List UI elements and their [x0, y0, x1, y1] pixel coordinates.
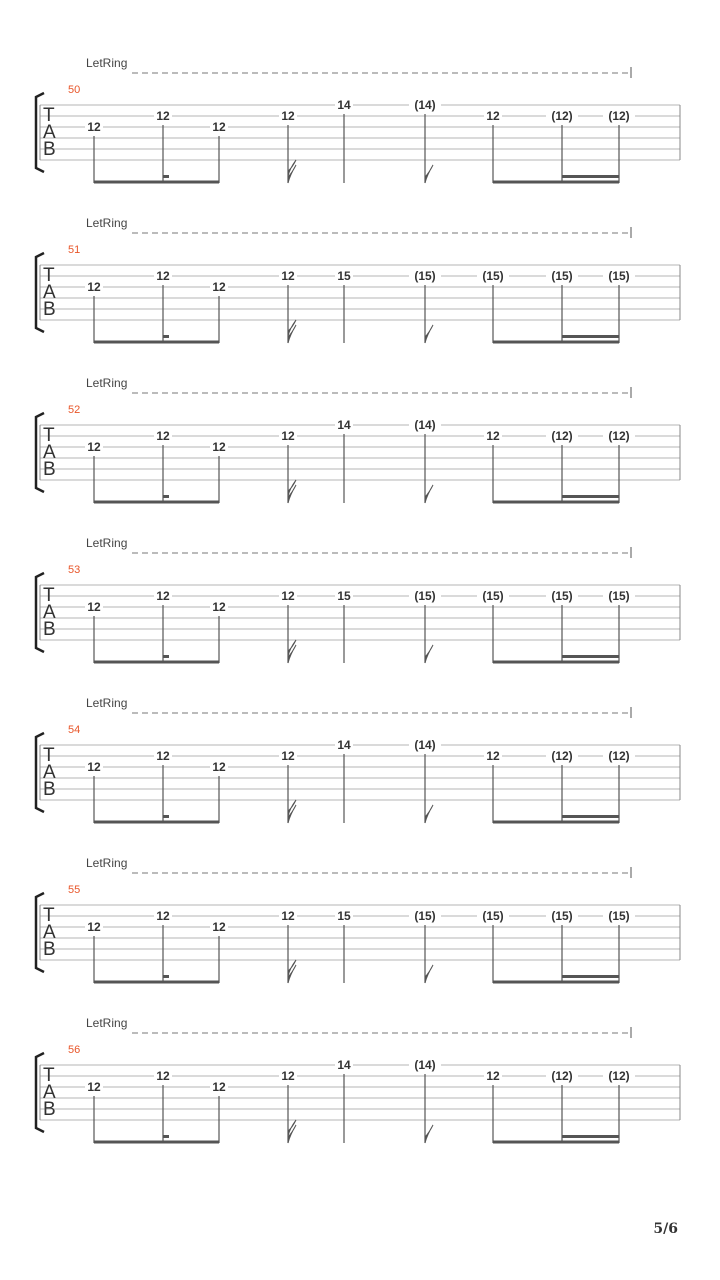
beam [94, 501, 219, 504]
tab-system-52 [36, 376, 680, 504]
tab-note: (12) [551, 749, 573, 763]
secondary-beam-stub [163, 175, 169, 178]
tab-note: 12 [87, 440, 101, 454]
beam [94, 181, 219, 184]
tab-note: 12 [87, 760, 101, 774]
tab-note: 12 [212, 600, 226, 614]
tab-note: 14 [337, 738, 351, 752]
tab-note: (12) [608, 429, 630, 443]
tab-note: 12 [156, 749, 170, 763]
secondary-beam [562, 495, 619, 498]
note-flag [288, 645, 296, 663]
note-flag [425, 1125, 433, 1143]
page-number: 5/6 [653, 1221, 678, 1237]
beam [94, 341, 219, 344]
beam [493, 1141, 619, 1144]
tab-note: (14) [414, 418, 436, 432]
tab-note: (12) [551, 1069, 573, 1083]
note-flag [425, 485, 433, 503]
let-ring-label: LetRing [86, 696, 128, 710]
tab-note: 12 [212, 760, 226, 774]
tab-clef-letter: T [43, 745, 55, 766]
note-flag [288, 805, 296, 823]
tab-clef-letter: B [43, 1099, 56, 1120]
tab-note: 12 [281, 109, 295, 123]
beam [493, 981, 619, 984]
tab-note: 12 [156, 909, 170, 923]
tab-note: (15) [608, 269, 630, 283]
tab-clef-letter: B [43, 779, 56, 800]
tab-clef-letter: B [43, 619, 56, 640]
measure-number: 50 [68, 84, 81, 96]
tab-system-50 [36, 56, 680, 184]
tab-note: 12 [212, 440, 226, 454]
let-ring-label: LetRing [86, 56, 128, 70]
tab-note: 12 [486, 429, 500, 443]
tab-system-53 [36, 536, 680, 664]
tab-clef-letter: A [43, 442, 56, 463]
tab-note: 12 [212, 280, 226, 294]
tab-note: 12 [486, 1069, 500, 1083]
let-ring-label: LetRing [86, 1016, 128, 1030]
tab-note: (14) [414, 738, 436, 752]
secondary-beam-stub [163, 815, 169, 818]
measure-number: 52 [68, 404, 81, 416]
tab-note: 12 [87, 920, 101, 934]
note-flag [288, 165, 296, 183]
tab-note: 15 [337, 269, 351, 283]
note-flag [425, 805, 433, 823]
tab-clef-letter: B [43, 299, 56, 320]
tab-note: 12 [486, 109, 500, 123]
beam [493, 501, 619, 504]
tab-clef-letter: T [43, 265, 55, 286]
tab-note: 12 [281, 589, 295, 603]
measure-number: 55 [68, 884, 81, 896]
tab-note: 15 [337, 589, 351, 603]
tab-note: 12 [486, 749, 500, 763]
note-flag [425, 325, 433, 343]
secondary-beam-stub [163, 1135, 169, 1138]
beam [94, 1141, 219, 1144]
tab-system-51 [36, 216, 680, 344]
tab-note: (15) [482, 269, 504, 283]
tab-clef-letter: T [43, 425, 55, 446]
measure-number: 56 [68, 1044, 81, 1056]
note-flag [288, 485, 296, 503]
note-flag [288, 325, 296, 343]
tab-note: (15) [551, 589, 573, 603]
tab-clef-letter: T [43, 105, 55, 126]
let-ring-label: LetRing [86, 216, 128, 230]
tab-system-56 [36, 1016, 680, 1144]
measure-number: 51 [68, 244, 81, 256]
tab-note: 14 [337, 418, 351, 432]
let-ring-label: LetRing [86, 856, 128, 870]
beam [94, 821, 219, 824]
tab-note: (15) [608, 589, 630, 603]
tab-clef-letter: B [43, 459, 56, 480]
tab-clef-letter: B [43, 939, 56, 960]
secondary-beam [562, 175, 619, 178]
tab-note: 12 [156, 429, 170, 443]
tab-note: (12) [608, 109, 630, 123]
secondary-beam-stub [163, 335, 169, 338]
note-flag [288, 1125, 296, 1143]
tab-note: (14) [414, 98, 436, 112]
let-ring-label: LetRing [86, 536, 128, 550]
measure-number: 54 [68, 724, 81, 736]
secondary-beam-stub [163, 975, 169, 978]
tab-note: 12 [212, 920, 226, 934]
tab-system-55 [36, 856, 680, 984]
note-flag [288, 965, 296, 983]
tab-clef-letter: T [43, 1065, 55, 1086]
tab-note: 12 [87, 600, 101, 614]
tab-clef-letter: A [43, 602, 56, 623]
tab-note: (12) [608, 749, 630, 763]
beam [493, 341, 619, 344]
tab-note: 12 [87, 120, 101, 134]
tab-clef-letter: A [43, 1082, 56, 1103]
tab-clef-letter: T [43, 585, 55, 606]
tab-note: 12 [281, 429, 295, 443]
note-flag [425, 645, 433, 663]
secondary-beam [562, 335, 619, 338]
tab-clef-letter: A [43, 762, 56, 783]
secondary-beam-stub [163, 495, 169, 498]
tab-note: 14 [337, 98, 351, 112]
measure-number: 53 [68, 564, 81, 576]
tab-note: 12 [212, 1080, 226, 1094]
beam [94, 661, 219, 664]
tab-clef-letter: T [43, 905, 55, 926]
tab-note: (15) [551, 269, 573, 283]
tab-note: 12 [156, 589, 170, 603]
tab-note: (15) [414, 589, 436, 603]
tab-clef-letter: A [43, 282, 56, 303]
tab-note: (15) [608, 909, 630, 923]
secondary-beam [562, 975, 619, 978]
note-flag [425, 965, 433, 983]
tab-note: (15) [482, 909, 504, 923]
tab-note: 12 [212, 120, 226, 134]
tab-clef-letter: A [43, 122, 56, 143]
tab-note: 12 [281, 909, 295, 923]
beam [94, 981, 219, 984]
tab-clef-letter: A [43, 922, 56, 943]
tab-note: 15 [337, 909, 351, 923]
secondary-beam [562, 1135, 619, 1138]
tab-note: 12 [281, 269, 295, 283]
beam [493, 821, 619, 824]
secondary-beam [562, 655, 619, 658]
secondary-beam-stub [163, 655, 169, 658]
tab-note: 14 [337, 1058, 351, 1072]
tab-note: (15) [414, 909, 436, 923]
secondary-beam [562, 815, 619, 818]
tab-clef-letter: B [43, 139, 56, 160]
tab-note: (12) [551, 109, 573, 123]
tab-note: 12 [281, 749, 295, 763]
note-flag [425, 165, 433, 183]
tab-note: 12 [281, 1069, 295, 1083]
tab-system-54 [36, 696, 680, 824]
tab-note: (12) [551, 429, 573, 443]
tab-note: (15) [482, 589, 504, 603]
tab-note: 12 [156, 269, 170, 283]
tab-note: (15) [551, 909, 573, 923]
beam [493, 181, 619, 184]
beam [493, 661, 619, 664]
tab-note: (14) [414, 1058, 436, 1072]
tab-note: 12 [87, 1080, 101, 1094]
let-ring-label: LetRing [86, 376, 128, 390]
tab-note: (12) [608, 1069, 630, 1083]
tab-note: (15) [414, 269, 436, 283]
tab-note: 12 [156, 1069, 170, 1083]
tab-note: 12 [87, 280, 101, 294]
tab-note: 12 [156, 109, 170, 123]
